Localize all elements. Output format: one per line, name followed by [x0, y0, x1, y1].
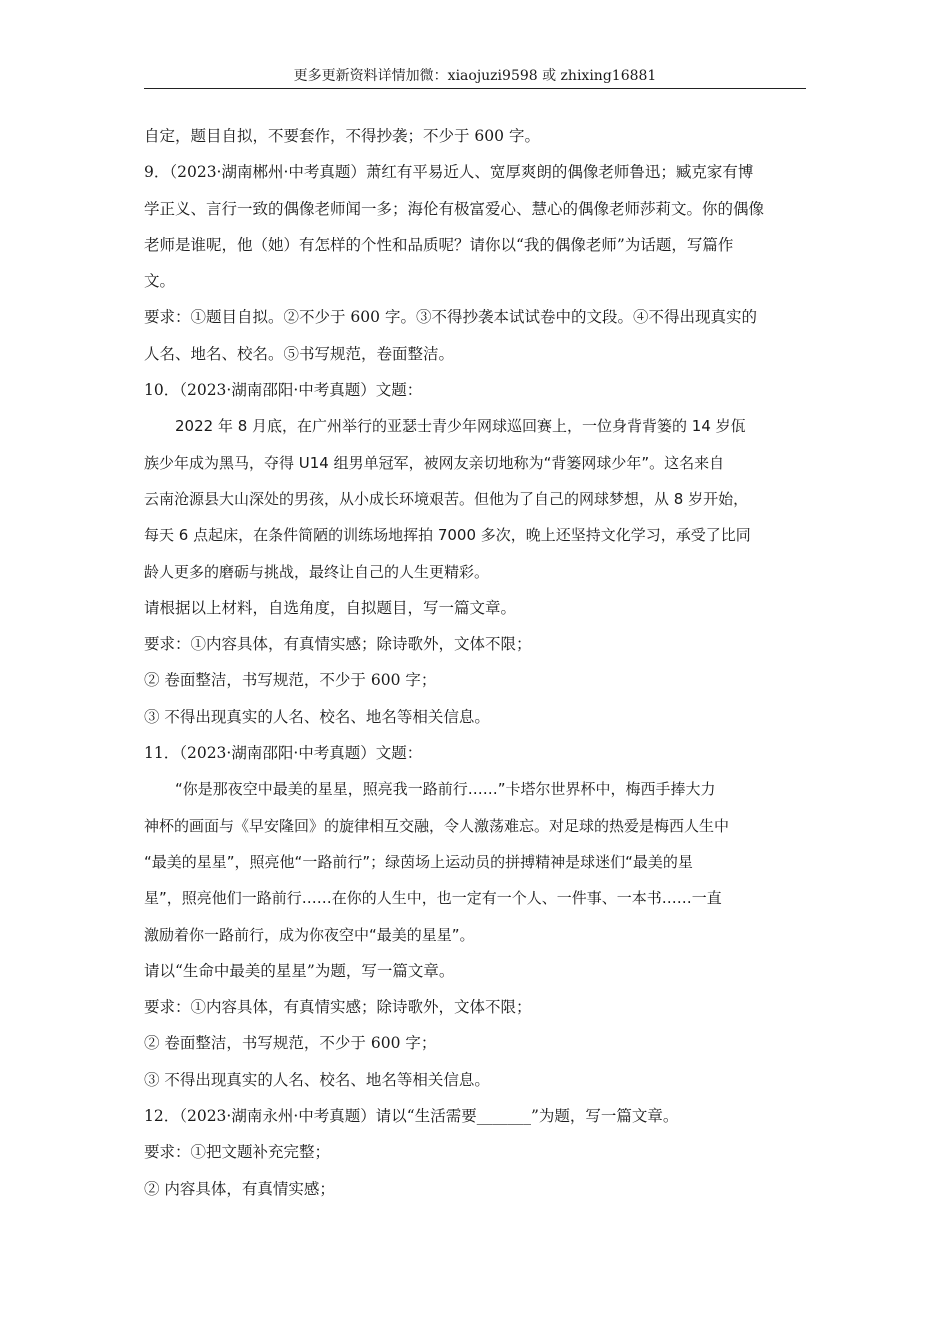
text-line: 要求：①把文题补充完整；: [144, 1143, 331, 1162]
text-line: ② 卷面整洁，书写规范，不少于 600 字；: [144, 1034, 437, 1053]
text-line: 要求：①题目自拟。②不少于 600 字。③不得抄袭本试试卷中的文段。④不得出现真实的: [144, 308, 757, 327]
text-line: ② 卷面整洁，书写规范，不少于 600 字；: [144, 671, 437, 690]
text-line: 神杯的画面与《早安隆回》的旋律相互交融，令人激荡难忘。对足球的热爱是梅西人生中: [144, 816, 730, 835]
text-line: 学正义、言行一致的偶像老师闻一多；海伦有极富爱心、慧心的偶像老师莎莉文。你的偶像: [144, 199, 765, 218]
text-line: 族少年成为黑马，夺得 U14 组男单冠军，被网友亲切地称为“背篓网球少年”。这名来自: [144, 453, 725, 472]
text-line: “最美的星星”，照亮他“一路前行”；绿茵场上运动员的拼搏精神是球迷们“最美的星: [144, 852, 693, 871]
text-line: ③ 不得出现真实的人名、校名、地名等相关信息。: [144, 707, 490, 726]
text-line: ③ 不得出现真实的人名、校名、地名等相关信息。: [144, 1070, 490, 1089]
text-line: “你是那夜空中最美的星星，照亮我一路前行……”卡塔尔世界杯中，梅西手捧大力: [175, 780, 716, 799]
text-line: 云南沧源县大山深处的男孩，从小成长环境艰苦。但他为了自己的网球梦想，从 8 岁开始，: [144, 489, 749, 508]
text-line: 11．（2023·湖南邵阳·中考真题）文题：: [144, 744, 423, 763]
text-line: 自定，题目自拟，不要套作，不得抄袭；不少于 600 字。: [144, 127, 540, 145]
text-line: 文。: [144, 272, 176, 291]
text-line: 9．（2023·湖南郴州·中考真题）萧红有平易近人、宽厚爽朗的偶像老师鲁迅；臧克家有博: [144, 163, 754, 182]
text-line: 10．（2023·湖南邵阳·中考真题）文题：: [144, 381, 423, 400]
text-line: 2022 年 8 月底，在广州举行的亚瑟士青少年网球巡回赛上，一位身背背篓的 14 岁佤: [175, 417, 746, 436]
text-line: 每天 6 点起床，在条件简陋的训练场地挥拍 7000 多次，晚上还坚持文化学习，承受了比同: [144, 526, 751, 545]
page-header: 更多更新资料详情加微：xiaojuzi9598 或 zhixing16881: [144, 66, 806, 89]
document-body: [144, 118, 806, 1207]
text-line: 老师是谁呢，他（她）有怎样的个性和品质呢？请你以“我的偶像老师”为话题，写篇作: [144, 235, 734, 254]
text-line: 请以“生命中最美的星星”为题，写一篇文章。: [144, 961, 455, 980]
text-line: 激励着你一路前行，成为你夜空中“最美的星星”。: [144, 925, 475, 944]
text-line: 人名、地名、校名。⑤书写规范，卷面整洁。: [144, 344, 455, 363]
text-line: 12．（2023·湖南永州·中考真题）请以“生活需要_______”为题，写一篇文章。: [144, 1107, 679, 1126]
text-line: ② 内容具体，有真情实感；: [144, 1179, 335, 1198]
text-line: 请根据以上材料，自选角度，自拟题目，写一篇文章。: [144, 598, 517, 617]
text-line: 龄人更多的磨砺与挑战，最终让自己的人生更精彩。: [144, 562, 490, 581]
text-line: 要求：①内容具体，有真情实感；除诗歌外，文体不限；: [144, 635, 532, 654]
text-line: 要求：①内容具体，有真情实感；除诗歌外，文体不限；: [144, 998, 532, 1017]
text-line: 星”，照亮他们一路前行……在你的人生中，也一定有一个人、一件事、一本书……一直: [144, 889, 722, 908]
